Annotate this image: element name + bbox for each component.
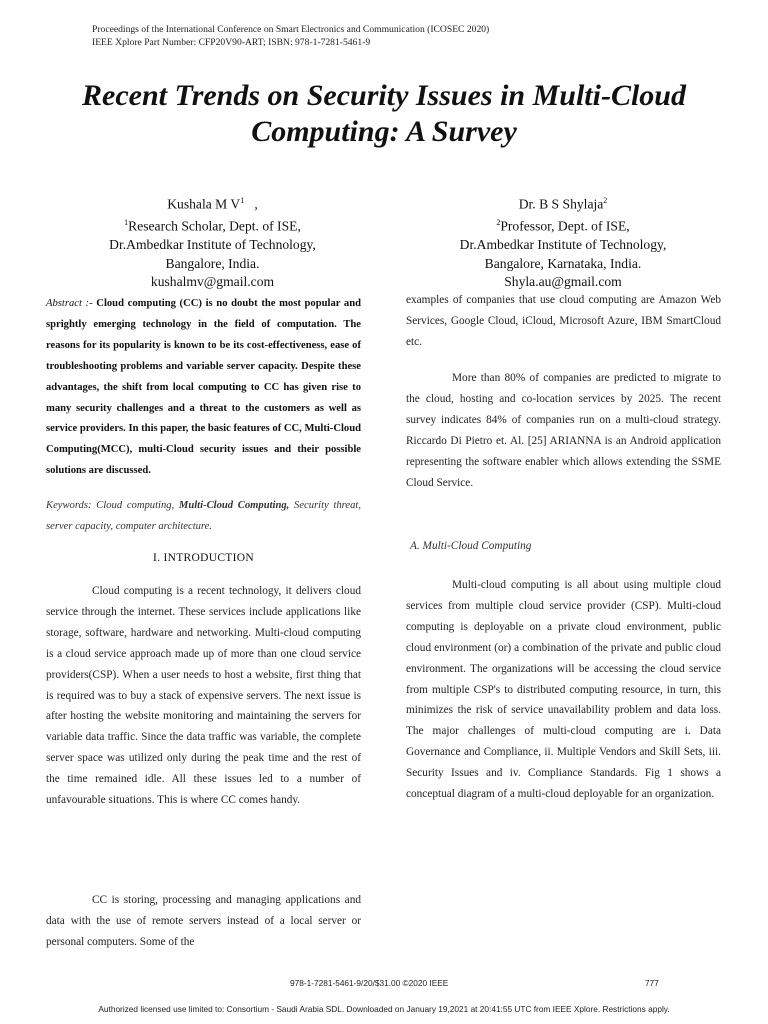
author-block-2 <box>408 192 718 292</box>
body-paragraph: CC is storing, processing and managing applications and data with the use of remote servers instead of a local server or personal computers. Some of the <box>46 894 361 948</box>
page-number: 777 <box>645 978 659 988</box>
conference-header-line2: IEEE Xplore Part Number: CFP20V90-ART; ISBN: 978-1-7281-5461-9 <box>92 37 371 48</box>
keywords-label: Keywords: <box>46 500 92 511</box>
paper-title-line2: Computing: A Survey <box>251 115 517 148</box>
paper-title-line1: Recent Trends on Security Issues in Multi-Cloud <box>82 79 686 112</box>
author-role: $^2$Professor, Dept. of ISE, <box>496 218 630 234</box>
paper-title <box>40 78 728 150</box>
body-paragraph: examples of companies that use cloud computing are Amazon Web Services, Google Cloud, iCloud, Microsoft Azure, IBM SmartCloud etc. <box>406 294 721 348</box>
author-institute: Dr.Ambedkar Institute of Technology, <box>109 237 316 253</box>
abstract <box>46 294 361 482</box>
conference-header-line1: Proceedings of the International Conference on Smart Electronics and Communication (ICOSEC 2020) <box>92 24 490 35</box>
conference-header <box>92 23 489 49</box>
keywords: Keywords: Cloud computing, Multi-Cloud Computing, Security threat, server capacity, computer architecture. <box>46 500 361 532</box>
author-institute: Dr.Ambedkar Institute of Technology, <box>459 237 667 253</box>
author-name: Kushala M $V^1$ , <box>167 196 258 212</box>
author-block-1 <box>60 192 365 292</box>
body-paragraph: Multi-cloud computing is all about using multiple cloud services from multiple cloud service provider (CSP). Multi-cloud computing is deployable on a private cloud environment, public cloud environment (or) a combination of the private and public cloud environment. The organizations will be accessing the cloud service from multiple CSP's to distributed computing resource, in turn, this minimizes the risk of service unavailability problem and data loss. The major challenges of multi-cloud computing are i. Data Governance and Compliance, ii. Multiple Vendors and Skill Sets, iii. Security Issues and iv. Compliance Standards. Fig 1 shows a conceptual diagram of a multi-cloud deployable for an organization. <box>406 579 721 801</box>
body-paragraph: More than 80% of companies are predicted to migrate to the cloud, hosting and co-location services by 2025. The recent survey indicates 84% of companies run on a multi-cloud strategy. Riccardo Di Pietro et. Al. [25] ARIANNA is an Android application representing the software enabler which allows extending the SSME Cloud Service. <box>406 372 721 489</box>
body-paragraph: Cloud computing is a recent technology, it delivers cloud service through the internet. These services include applications like storage, software, hardware and networking. Multi-cloud computing is a cloud service approach made up of more than one cloud service providers(CSP). When a user needs to host a website, first thing that is required was to buy a stack of expensive servers. The next issue is after hosting the website monitoring and maintaining the servers for variable data traffic. Since the data traffic was variable, the complete server space was utilized only during the peak time and the rest of the time remained idle. All these issues led to a number of unfavourable situations. This is where CC comes handy. <box>46 585 361 807</box>
author-email: kushalmv@gmail.com <box>150 274 275 290</box>
section-heading-introduction: I. INTRODUCTION <box>153 552 254 564</box>
abstract-label: Abstract :- <box>46 298 93 309</box>
subsection-heading-multi-cloud: A. Multi-Cloud Computing <box>410 540 532 552</box>
author-role: $^1$Research Scholar, Dept. of ISE, <box>124 218 301 234</box>
footer-isbn: 978-1-7281-5461-9/20/$31.00 ©2020 IEEE <box>290 978 449 988</box>
author-location: Bangalore, Karnataka, India. <box>484 255 642 271</box>
abstract-text: Cloud computing (CC) is no doubt the most popular and sprightly emerging technology in the field of computation. The reasons for its popularity is known to be its cost-effectiveness, ease of troubleshooting problems and variable server capacity. Despite these advantages, the shift from local computing to CC has given rise to many security challenges and a threat to the customers as well as service providers. In this paper, the basic features of CC, Multi-Cloud Computing(MCC), multi-Cloud security issues and their possible solutions are discussed. <box>46 298 361 477</box>
author-location: Bangalore, India. <box>165 255 260 271</box>
license-notice: Authorized licensed use limited to: Consortium - Saudi Arabia SDL. Downloaded on January 19,2021 at 20:41:55 UTC from IEEE Xplore. Restrictions apply. <box>98 1004 670 1014</box>
author-name: Dr. B S Shylaja$^2$ <box>518 196 608 212</box>
author-email: Shyla.au@gmail.com <box>504 274 622 290</box>
